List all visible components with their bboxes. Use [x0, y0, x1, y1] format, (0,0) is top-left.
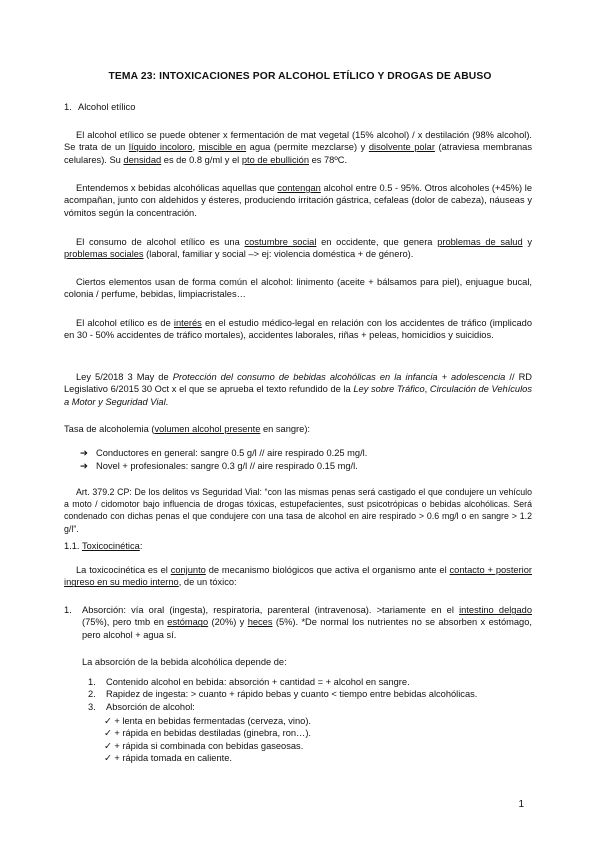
- text-run: El consumo de alcohol etílico es una: [76, 237, 245, 247]
- text-run: en occidente, que genera: [316, 237, 438, 247]
- section-number: 1.1.: [64, 541, 82, 551]
- text-run: // RD Legislativo 6/2015 30 Oct x el que se aprueba el texto refundido de la: [64, 372, 532, 395]
- absorcion-checklist: [104, 715, 311, 765]
- underlined-term: intestino delgado: [459, 605, 532, 615]
- section-number: 1.: [64, 102, 72, 112]
- text-run: es de 0.8 g/ml y el: [161, 154, 242, 165]
- text-run: El alcohol etílico se puede obtener x fermentación de mat vegetal (15% alcohol) / x destilación (98% alcohol). Se trata de un: [64, 130, 532, 153]
- paragraph-usos-comunes: [64, 276, 532, 301]
- text-run: Absorción: vía oral (ingesta), respiratoria, parenteral (intravenosa). >tariamente en el: [82, 605, 460, 615]
- check-item: ✓ + rápida tomada en caliente.: [104, 753, 232, 764]
- list-text: Contenido alcohol en bebida: absorción + cantidad = + alcohol en sangre.: [106, 677, 410, 687]
- list-number: 1.: [64, 605, 72, 615]
- arrow-bullet-icon: ➔: [80, 461, 88, 471]
- text-run: es 78ºC.: [309, 154, 348, 165]
- text-run: Ciertos elementos usan de forma común el alcohol: linimento (aceite + bálsamos para piel), enjuague bucal, colonia / perfume, bebidas, limpiacristales…: [64, 277, 532, 300]
- page-number: 1: [518, 799, 524, 810]
- text-run: :: [139, 541, 143, 551]
- italic-title: Protección del consumo de bebidas alcohólicas en la infancia + adolescencia: [172, 372, 506, 382]
- text-run: (20%) y: [208, 617, 248, 628]
- paragraph-bebidas-alcoholicas: [64, 182, 532, 219]
- check-item: ✓ + rápida en bebidas destiladas (ginebra, ron…).: [104, 728, 312, 739]
- underlined-term: problemas sociales: [64, 249, 144, 260]
- text-run: Ley 5/2018 3 May de: [76, 372, 173, 382]
- paragraph-legislacion: [64, 371, 532, 408]
- text-run: y: [522, 237, 532, 247]
- underlined-term: líquido incoloro: [128, 142, 193, 153]
- text-run: (laboral, familiar y social –> ej: violencia doméstica + de género).: [143, 249, 414, 260]
- underlined-term: problemas de salud: [437, 237, 523, 247]
- check-item: ✓ + lenta en bebidas fermentadas (cerveza, vino).: [104, 716, 312, 726]
- underlined-term: disolvente polar: [368, 142, 435, 153]
- bullet-text: Novel + profesionales: sangre 0.3 g/l // aire respirado 0.15 mg/l.: [96, 461, 358, 471]
- italic-title: Ley sobre Tráfico: [353, 384, 425, 395]
- underlined-term: contengan: [277, 183, 321, 193]
- underlined-term: volumen alcohol presente: [154, 424, 261, 434]
- list-text: Absorción de alcohol:: [106, 701, 195, 712]
- text-run: de mecanismo biológicos que activa el organismo ante el: [205, 565, 450, 575]
- section-heading-1: [64, 101, 136, 113]
- text-run: La toxicocinética es el: [76, 565, 171, 575]
- text-run: alcohol entre 0.5 - 95%. Otros alcoholes (+45%) le acompañan, junto con aldehidos y ésteres, produciendo irritación gástrica, cefaleas (dolor de cabeza), náuseas y vómitos según la concentración.: [64, 183, 532, 218]
- text-run: Art. 379.2 CP: De los delitos vs Seguridad Vial: “con las mismas penas será castigado el que condujere un vehículo a moto / cidomotor bajo influencia de drogas tóxicas, estupefacientes, sust psicotrópicas o bebidas alcohólicas. Será condenado con dichas penas el que condujere con una tasa de alcohol en aire respirado > 0.6 mg/l o en sangre > 1.2 g/l”.: [64, 487, 532, 534]
- section-label: Toxicocinética: [81, 541, 140, 551]
- absorcion-factores-list: [88, 676, 532, 713]
- underlined-term: heces: [247, 617, 273, 628]
- section-heading-1-1: [64, 540, 142, 552]
- paragraph-articulo-379: [64, 486, 532, 535]
- paragraph-consumo-social: [64, 236, 532, 261]
- text-run: El alcohol etílico es de: [76, 318, 174, 328]
- text-run: en el estudio médico-legal en relación con los accidentes de tráfico (implicado en 30 - 50% accidentes de tráfico mortales), accidentes laborales, riñas + peleas, homicidios y suicidios.: [64, 318, 532, 341]
- absorcion-depende-intro: La absorción de la bebida alcohólica depende de:: [82, 657, 287, 667]
- italic-title: Circulación de Vehículos a Motor y Seguridad Vial: [64, 384, 532, 407]
- arrow-bullet-icon: ➔: [80, 448, 88, 458]
- underlined-term: interés: [173, 318, 202, 328]
- text-run: (75%), pero tmb en: [82, 617, 168, 628]
- text-run: en sangre):: [260, 424, 311, 434]
- list-item: [88, 676, 532, 688]
- paragraph-interes-medico-legal: [64, 317, 532, 342]
- underlined-term: estómago: [167, 617, 209, 628]
- list-text: Rapidez de ingesta: > cuanto + rápido bebas y cuanto < tiempo entre bebidas alcohólicas.: [106, 689, 478, 700]
- list-item: [88, 688, 532, 700]
- paragraph-absorcion: [82, 604, 532, 641]
- underlined-term: contacto + posterior ingreso en su medio interno: [64, 565, 532, 588]
- underlined-term: miscible en: [198, 142, 247, 153]
- paragraph-alcohol-definition: [64, 129, 532, 166]
- list-number: 3.: [88, 701, 96, 712]
- paragraph-toxicocinetica: [64, 564, 532, 589]
- text-run: .: [165, 396, 169, 407]
- page-title: TEMA 23: INTOXICACIONES POR ALCOHOL ETÍLICO Y DROGAS DE ABUSO: [108, 71, 492, 82]
- text-run: (atraviesa membranas celulares). Su: [64, 142, 532, 165]
- text-run: (5%). *De normal los nutrientes no se absorben x estómago, pero alcohol + agua sí.: [82, 617, 532, 640]
- underlined-term: costumbre social: [244, 237, 317, 247]
- list-item: [88, 701, 532, 713]
- bullet-text: Conductores en general: sangre 0.5 g/l // aire respirado 0.25 mg/l.: [96, 448, 368, 458]
- text-run: Tasa de alcoholemia (: [64, 424, 155, 434]
- tasa-alcoholemia-intro: [64, 423, 310, 435]
- list-number: 2.: [88, 689, 96, 700]
- text-run: , de un tóxico:: [178, 577, 237, 588]
- list-number: 1.: [88, 677, 96, 687]
- check-item: ✓ + rápida si combinada con bebidas gaseosas.: [104, 740, 304, 751]
- text-run: Entendemos x bebidas alcohólicas aquellas que: [76, 183, 278, 193]
- underlined-term: densidad: [123, 154, 162, 165]
- underlined-term: pto de ebullición: [241, 154, 310, 165]
- text-run: ,: [424, 384, 430, 395]
- text-run: agua (permite mezclarse) y: [246, 142, 369, 153]
- section-label: Alcohol etílico: [78, 102, 136, 112]
- text-run: ,: [192, 142, 199, 153]
- underlined-term: conjunto: [170, 565, 206, 575]
